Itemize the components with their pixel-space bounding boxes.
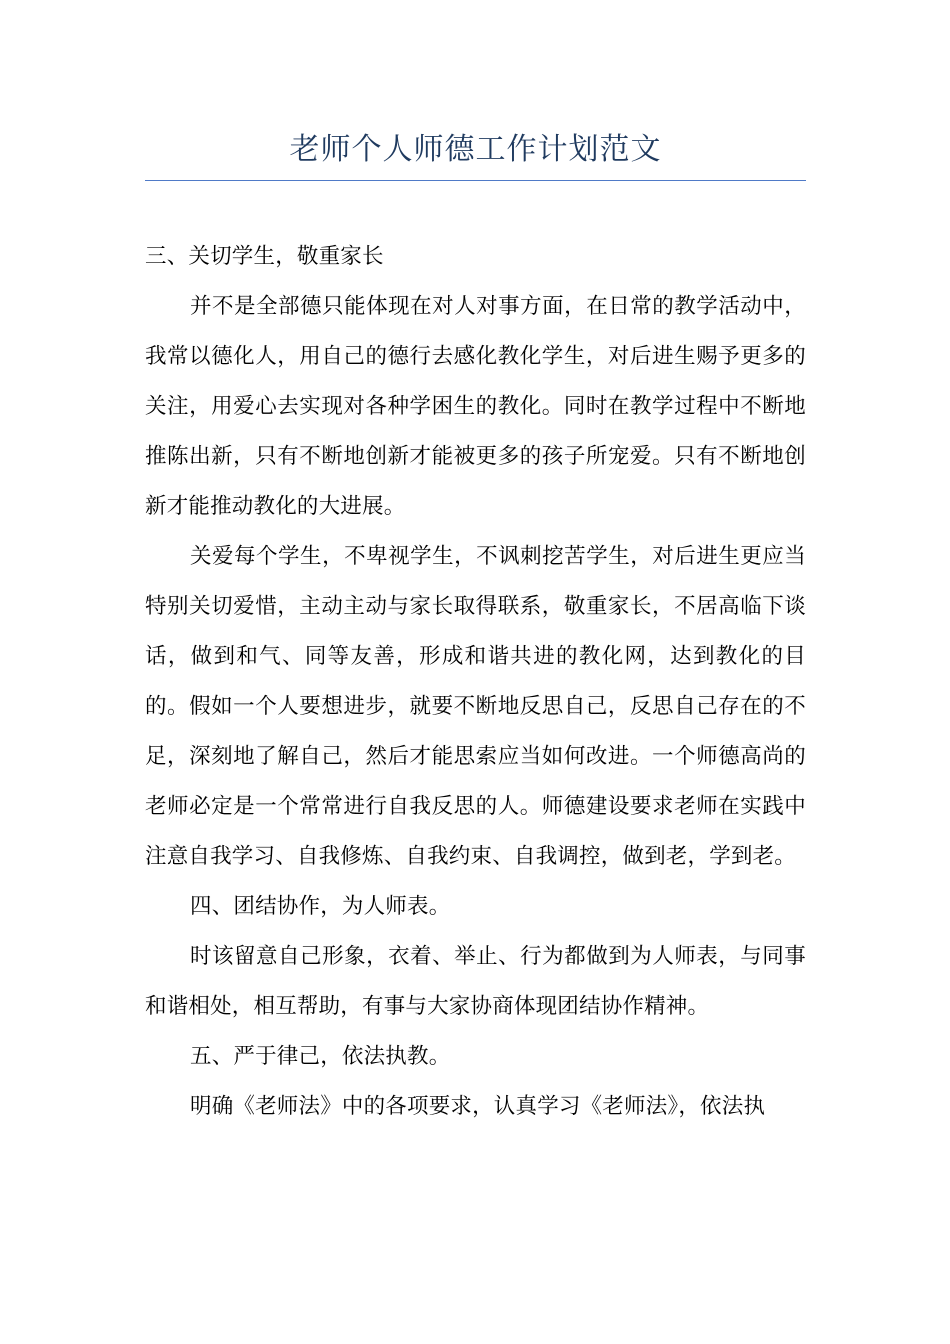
document-body: [145, 232, 806, 1132]
paragraph-4: 明确《老师法》中的各项要求，认真学习《老师法》，依法执: [190, 1094, 766, 1119]
paragraph-3: 时该留意自己形象，衣着、举止、行为都做到为人师表，与同事和谐相处，相互帮助，有事与大家协商体现团结协作精神。: [145, 944, 806, 1019]
paragraph-2: 关爱每个学生，不卑视学生，不讽刺挖苦学生，对后进生更应当特别关切爱惜，主动主动与家长取得联系，敬重家长，不居高临下谈话，做到和气、同等友善，形成和谐共进的教化网，达到教化的目的。假如一个人要想进步，就要不断地反思自己，反思自己存在的不足，深刻地了解自己，然后才能思索应当如何改进。一个师德高尚的老师必定是一个常常进行自我反思的人。师德建设要求老师在实践中注意自我学习、自我修炼、自我约束、自我调控，做到老，学到老。: [145, 544, 806, 869]
section-heading-3: 三、关切学生，敬重家长: [145, 244, 384, 269]
title-underline: [145, 180, 806, 181]
section-heading-4: 四、团结协作，为人师表。: [190, 894, 451, 919]
section-heading-5: 五、严于律己，依法执教。: [190, 1044, 451, 1069]
paragraph-1: 并不是全部德只能体现在对人对事方面，在日常的教学活动中，我常以德化人，用自己的德行去感化教化学生，对后进生赐予更多的关注，用爱心去实现对各种学困生的教化。同时在教学过程中不断地推陈出新，只有不断地创新才能被更多的孩子所宠爱。只有不断地创新才能推动教化的大进展。: [145, 294, 806, 519]
document-title: 老师个人师德工作计划范文: [289, 132, 662, 167]
